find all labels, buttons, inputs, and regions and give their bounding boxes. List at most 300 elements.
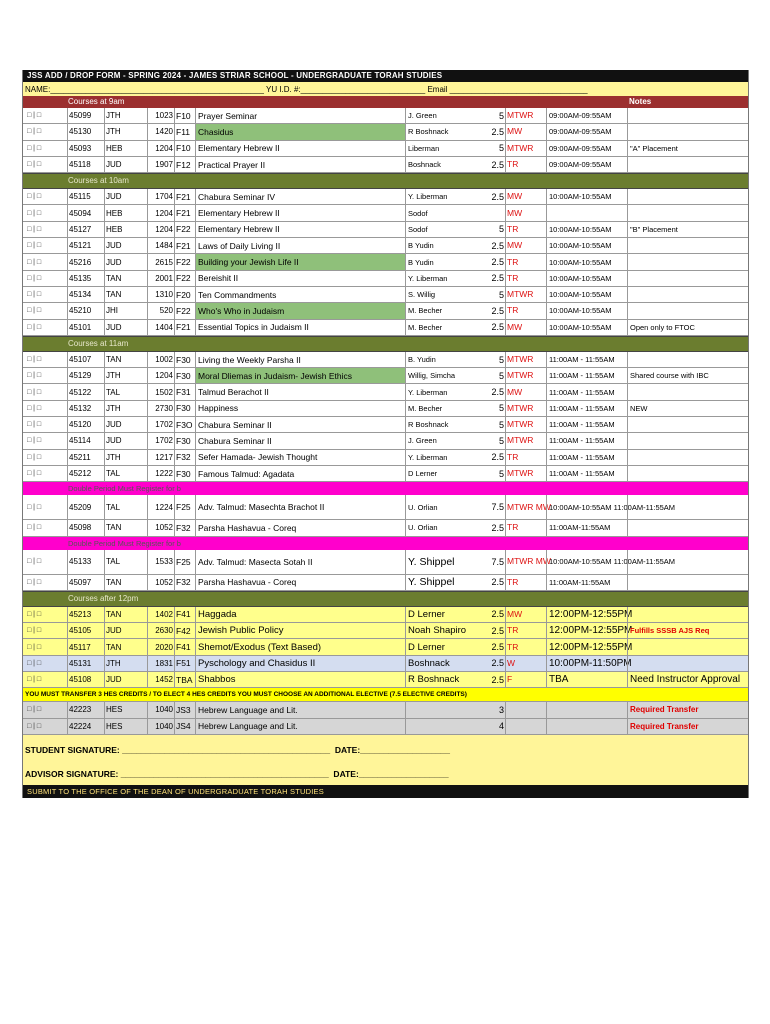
period-cell: F21 (174, 189, 196, 204)
time-cell: 10:00PM-11:50PM (546, 656, 629, 671)
instructor-cell: Y. Liberman (405, 384, 486, 399)
notes-cell: Shared course with IBC (627, 368, 750, 383)
course-title-cell: Bereishit II (195, 271, 406, 286)
instructor-cell: D Lerner (405, 607, 486, 622)
checkbox[interactable]: □ | □ (27, 209, 42, 217)
instructor-cell: Y. Shippel (405, 550, 486, 574)
credits-cell: 2.5 (491, 577, 504, 588)
course-row (23, 433, 748, 449)
credits-cell: 5 (498, 143, 504, 154)
checkbox[interactable]: □ | □ (27, 524, 42, 532)
crn-cell: 45108 (67, 672, 105, 687)
course-number-cell: 1404 (147, 320, 175, 335)
notes-cell: Open only to FTOC (627, 320, 750, 335)
credits-cell: 5 (498, 289, 504, 300)
credits-cell: 5 (498, 419, 504, 430)
course-number-cell: 1204 (147, 368, 175, 383)
period-cell: F11 (174, 124, 196, 139)
instructor-cell: D Lerner (405, 466, 486, 481)
dept-cell: HEB (104, 141, 148, 156)
crn-cell: 42223 (67, 702, 105, 717)
period-cell: F30 (174, 368, 196, 383)
crn-cell: 45121 (67, 238, 105, 253)
section-label: Courses at 11am (68, 338, 129, 348)
notes-cell (627, 352, 750, 367)
notes-cell (627, 450, 750, 465)
period-cell: F22 (174, 254, 196, 269)
course-number-cell: 1224 (147, 495, 175, 519)
notes-cell (627, 303, 750, 318)
dept-cell: JTH (104, 450, 148, 465)
double-period-group-1 (23, 495, 748, 536)
checkbox[interactable]: □ | □ (27, 225, 42, 233)
credits-cell: 5 (498, 370, 504, 381)
period-cell: F32 (174, 575, 196, 590)
instructor-cell: Sodof (405, 205, 486, 220)
course-row (23, 495, 748, 520)
time-cell: 10:00AM-10:55AM (546, 303, 629, 318)
course-number-cell: 2001 (147, 271, 175, 286)
course-number-cell: 1204 (147, 222, 175, 237)
time-cell: 11:00AM - 11:55AM (546, 466, 629, 481)
credits-cell: 2.5 (491, 305, 504, 316)
checkbox[interactable]: □ | □ (27, 643, 42, 651)
checkbox[interactable]: □ | □ (27, 258, 42, 266)
course-number-cell: 1204 (147, 205, 175, 220)
credits-cell: 2.5 (491, 240, 504, 251)
notes-cell (627, 417, 750, 432)
time-cell: 10:00AM-10:55AM 11:00AM-11:55AM (546, 495, 629, 519)
course-number-cell: 1484 (147, 238, 175, 253)
credits-cell: 2.5 (491, 387, 504, 398)
days-cell: MTWR (505, 401, 547, 416)
days-cell: MTWR (505, 108, 547, 123)
notes-cell (627, 639, 750, 654)
notes-cell: Fulfills SSSB AJS Req (627, 623, 750, 638)
days-cell (505, 702, 547, 717)
course-number-cell: 1831 (147, 656, 175, 671)
checkbox[interactable]: □ | □ (27, 421, 42, 429)
time-cell: 10:00AM-10:55AM 11:00AM-11:55AM (546, 550, 629, 574)
course-number-cell: 1204 (147, 141, 175, 156)
notes-cell (627, 189, 750, 204)
time-cell: 12:00PM-12:55PM (546, 623, 629, 638)
period-cell: F12 (174, 157, 196, 172)
time-cell: 11:00AM - 11:55AM (546, 352, 629, 367)
credits-cell: 7.5 (491, 502, 504, 513)
checkbox[interactable]: □ | □ (27, 470, 42, 478)
crn-cell: 45120 (67, 417, 105, 432)
dept-cell: HEB (104, 222, 148, 237)
instructor-cell: Y. Liberman (405, 189, 486, 204)
credits-cell: 5 (498, 468, 504, 479)
notes-cell: Required Transfer (627, 702, 750, 717)
courses-after-12pm-group (23, 607, 748, 688)
checkbox[interactable]: □ | □ (27, 578, 42, 586)
form-title: JSS ADD / DROP FORM - SPRING 2024 - JAMES STRIAR SCHOOL - UNDERGRADUATE TORAH STUDIES (23, 70, 748, 82)
signature-block (23, 735, 748, 785)
hes-courses-group (23, 702, 748, 735)
course-number-cell: 1704 (147, 189, 175, 204)
dept-cell: TAN (104, 575, 148, 590)
time-cell (546, 702, 629, 717)
checkbox[interactable]: □ | □ (27, 503, 42, 511)
course-row (23, 205, 748, 221)
checkbox[interactable]: □ | □ (27, 356, 42, 363)
crn-cell: 45210 (67, 303, 105, 318)
course-row (23, 189, 748, 205)
course-title-cell: Adv. Talmud: Masechta Brachot II (195, 495, 406, 519)
dept-cell: JHI (104, 303, 148, 318)
dept-cell: HES (104, 719, 148, 734)
time-cell: 12:00PM-12:55PM (546, 639, 629, 654)
notes-cell (627, 495, 750, 519)
time-cell: 11:00AM-11:55AM (546, 575, 629, 590)
dept-cell: JTH (104, 401, 148, 416)
checkbox[interactable]: □ | □ (27, 372, 42, 380)
credits-cell: 5 (498, 110, 504, 121)
days-cell: MW (505, 238, 547, 253)
course-number-cell: 1052 (147, 520, 175, 535)
course-title-cell: Talmud Berachot II (195, 384, 406, 399)
instructor-cell: M. Becher (405, 320, 486, 335)
credits-cell: 2.5 (491, 625, 504, 636)
time-cell: 09:00AM-09:55AM (546, 141, 629, 156)
period-cell: F10 (174, 108, 196, 123)
dept-cell: JUD (104, 320, 148, 335)
days-cell: W (505, 656, 547, 671)
course-title-cell: Jewish Public Policy (195, 623, 406, 638)
notes-header: Notes (629, 97, 652, 106)
course-number-cell: 1533 (147, 550, 175, 574)
notes-cell (627, 384, 750, 399)
time-cell: 11:00AM - 11:55AM (546, 368, 629, 383)
course-title-cell: Prayer Seminar (195, 108, 406, 123)
instructor-cell: M. Becher (405, 401, 486, 416)
course-number-cell: 520 (147, 303, 175, 318)
course-number-cell: 1052 (147, 575, 175, 590)
notes-cell (627, 607, 750, 622)
dept-cell: HES (104, 702, 148, 717)
dept-cell: HEB (104, 205, 148, 220)
double-period-note-2 (23, 537, 748, 550)
course-row (23, 320, 748, 336)
notes-cell (627, 550, 750, 574)
course-number-cell: 1402 (147, 607, 175, 622)
crn-cell: 45209 (67, 495, 105, 519)
checkbox[interactable]: □ | □ (27, 453, 42, 461)
course-title-cell: Essential Topics in Judaism II (195, 320, 406, 335)
course-row (23, 719, 748, 735)
days-cell: MW (505, 124, 547, 139)
course-title-cell: Adv. Talmud: Masecta Sotah II (195, 550, 406, 574)
period-cell: F30 (174, 433, 196, 448)
instructor-cell: B Yudin (405, 254, 486, 269)
checkbox[interactable]: □ | □ (27, 659, 42, 667)
instructor-cell: R Boshnack (405, 124, 486, 139)
course-title-cell: Pyschology and Chasidus II (195, 656, 406, 671)
instructor-cell: Sodof (405, 222, 486, 237)
instructor-cell: M. Becher (405, 303, 486, 318)
days-cell: MTWR MW (505, 550, 547, 574)
course-number-cell: 2615 (147, 254, 175, 269)
course-row (23, 623, 748, 639)
course-number-cell: 1040 (147, 702, 175, 717)
notes-cell: Need Instructor Approval (627, 672, 750, 687)
checkbox[interactable]: □ | □ (27, 722, 42, 730)
crn-cell: 45135 (67, 271, 105, 286)
time-cell: 10:00AM-10:55AM (546, 320, 629, 335)
notes-cell: NEW (627, 401, 750, 416)
dept-cell: JTH (104, 108, 148, 123)
student-signature-line[interactable]: STUDENT SIGNATURE: ____________________________________________ DATE:___________________ (25, 744, 450, 755)
course-number-cell: 1002 (147, 352, 175, 367)
days-cell: MW (505, 320, 547, 335)
dept-cell: TAL (104, 550, 148, 574)
course-number-cell: 1310 (147, 287, 175, 302)
course-row (23, 352, 748, 368)
course-row (23, 672, 748, 688)
period-cell: F22 (174, 303, 196, 318)
course-row (23, 141, 748, 157)
crn-cell: 45213 (67, 607, 105, 622)
crn-cell: 45093 (67, 141, 105, 156)
course-row (23, 702, 748, 718)
course-title-cell: Laws of Daily Living II (195, 238, 406, 253)
notes-cell (627, 254, 750, 269)
instructor-cell: J. Green (405, 433, 486, 448)
course-row (23, 656, 748, 672)
time-cell: 10:00AM-10:55AM (546, 287, 629, 302)
course-row (23, 303, 748, 319)
time-cell (546, 205, 629, 220)
period-cell: F51 (174, 656, 196, 671)
checkbox[interactable]: □ | □ (27, 193, 42, 201)
course-title-cell: Ten Commandments (195, 287, 406, 302)
credits-cell: 2.5 (491, 522, 504, 533)
course-title-cell: Moral Dliemas in Judaism- Jewish Ethics (195, 368, 406, 383)
credits-cell: 2.5 (491, 674, 504, 685)
instructor-cell: Y. Shippel (405, 575, 486, 590)
dept-cell: TAL (104, 466, 148, 481)
credits-cell: 2.5 (491, 159, 504, 170)
time-cell: 10:00AM-10:55AM (546, 189, 629, 204)
dept-cell: TAL (104, 384, 148, 399)
period-cell: F30 (174, 352, 196, 367)
checkbox[interactable]: □ | □ (27, 676, 42, 684)
crn-cell: 45130 (67, 124, 105, 139)
days-cell: MTWR (505, 466, 547, 481)
notes-cell (627, 108, 750, 123)
checkbox[interactable]: □ | □ (27, 291, 42, 299)
courses-9am-group (23, 108, 748, 173)
period-cell: F21 (174, 238, 196, 253)
period-cell: F31 (174, 384, 196, 399)
course-title-cell: Who's Who in Judaism (195, 303, 406, 318)
period-cell: F32 (174, 520, 196, 535)
advisor-signature-line[interactable]: ADVISOR SIGNATURE: ____________________________________________ DATE:___________________ (25, 768, 449, 779)
crn-cell: 45101 (67, 320, 105, 335)
course-title-cell: Living the Weekly Parsha II (195, 352, 406, 367)
course-row (23, 384, 748, 400)
days-cell: MTWR MW (505, 495, 547, 519)
credits-cell: 2.5 (491, 126, 504, 137)
course-title-cell: Sefer Hamada- Jewish Thought (195, 450, 406, 465)
checkbox[interactable]: □ | □ (27, 242, 42, 250)
credits-cell: 5 (498, 354, 504, 365)
section-10am (23, 173, 748, 189)
days-cell: TR (505, 575, 547, 590)
days-cell: TR (505, 639, 547, 654)
instructor-cell: Liberman (405, 141, 486, 156)
dept-cell: JUD (104, 623, 148, 638)
time-cell: 11:00AM - 11:55AM (546, 401, 629, 416)
notes-cell (627, 124, 750, 139)
days-cell (505, 719, 547, 734)
checkbox[interactable]: □ | □ (27, 307, 42, 315)
dept-cell: JTH (104, 656, 148, 671)
course-title-cell: Haggada (195, 607, 406, 622)
period-cell: F25 (174, 495, 196, 519)
instructor-cell: J. Green (405, 108, 486, 123)
checkbox[interactable]: □ | □ (27, 323, 42, 331)
notes-cell (627, 157, 750, 172)
instructor-cell: U. Orlian (405, 495, 486, 519)
notes-cell (627, 520, 750, 535)
checkbox[interactable]: □ | □ (27, 610, 42, 618)
period-cell: F10 (174, 141, 196, 156)
checkbox[interactable]: □ | □ (27, 112, 42, 120)
section-label: Courses at 10am (68, 176, 129, 186)
course-number-cell: 1452 (147, 672, 175, 687)
notes-cell (627, 466, 750, 481)
checkbox[interactable]: □ | □ (27, 404, 42, 412)
checkbox[interactable]: □ | □ (27, 558, 42, 566)
checkbox[interactable]: □ | □ (27, 274, 42, 282)
name-id-email-line[interactable]: NAME:________________________________________________ YU I.D. #:____________________________ Email _______________________________ (23, 82, 748, 96)
course-title-cell: Happiness (195, 401, 406, 416)
credits-cell: 2.5 (491, 658, 504, 669)
crn-cell: 45127 (67, 222, 105, 237)
notes-cell (627, 656, 750, 671)
notes-cell: "B" Placement (627, 222, 750, 237)
instructor-cell: Y. Liberman (405, 271, 486, 286)
crn-cell: 45098 (67, 520, 105, 535)
period-cell: F41 (174, 607, 196, 622)
credits-cell: 5 (498, 435, 504, 446)
time-cell: 11:00AM - 11:55AM (546, 417, 629, 432)
days-cell: MW (505, 607, 547, 622)
course-row (23, 254, 748, 270)
crn-cell: 45107 (67, 352, 105, 367)
checkbox[interactable]: □ | □ (27, 161, 42, 169)
dept-cell: TAN (104, 607, 148, 622)
time-cell: 11:00AM-11:55AM (546, 520, 629, 535)
checkbox[interactable]: □ | □ (27, 128, 42, 136)
days-cell: MTWR (505, 417, 547, 432)
course-row (23, 368, 748, 384)
course-title-cell: Chabura Seminar II (195, 433, 406, 448)
dept-cell: JUD (104, 417, 148, 432)
course-row (23, 124, 748, 140)
dept-cell: JTH (104, 368, 148, 383)
instructor-cell: Noah Shapiro (405, 623, 486, 638)
time-cell: 09:00AM-09:55AM (546, 108, 629, 123)
double-period-note-1 (23, 482, 748, 495)
period-cell: F30 (174, 466, 196, 481)
checkbox[interactable]: □ | □ (27, 144, 42, 152)
hes-transfer-banner: YOU MUST TRANSFER 3 HES CREDITS / TO ELECT 4 HES CREDITS YOU MUST CHOOSE AN ADDITIONAL ELECTIVE (7.5 ELECTIVE CREDITS) (23, 688, 748, 702)
course-number-cell: 1217 (147, 450, 175, 465)
instructor-cell: B. Yudin (405, 352, 486, 367)
days-cell: F (505, 672, 547, 687)
course-number-cell: 1023 (147, 108, 175, 123)
credits-cell: 2.5 (491, 273, 504, 284)
period-cell: JS3 (174, 702, 196, 717)
course-row (23, 401, 748, 417)
notes-cell: "A" Placement (627, 141, 750, 156)
course-row (23, 450, 748, 466)
credits-cell: 2.5 (491, 191, 504, 202)
crn-cell: 45212 (67, 466, 105, 481)
course-row (23, 271, 748, 287)
crn-cell: 45105 (67, 623, 105, 638)
credits-cell: 2.5 (491, 452, 504, 463)
dept-cell: TAN (104, 520, 148, 535)
crn-cell: 45094 (67, 205, 105, 220)
days-cell: MTWR (505, 287, 547, 302)
crn-cell: 45216 (67, 254, 105, 269)
checkbox[interactable]: □ | □ (27, 437, 42, 445)
add-drop-form (22, 70, 749, 798)
time-cell: 12:00PM-12:55PM (546, 607, 629, 622)
course-number-cell: 1222 (147, 466, 175, 481)
instructor-cell (405, 702, 486, 717)
course-number-cell: 1502 (147, 384, 175, 399)
course-row (23, 287, 748, 303)
credits-cell: 5 (498, 403, 504, 414)
course-row (23, 520, 748, 536)
notes-cell (627, 433, 750, 448)
courses-11am-group (23, 352, 748, 482)
crn-cell: 45099 (67, 108, 105, 123)
course-title-cell: Chabura Seminar IV (195, 189, 406, 204)
course-number-cell: 2730 (147, 401, 175, 416)
crn-cell: 45133 (67, 550, 105, 574)
crn-cell: 45129 (67, 368, 105, 383)
crn-cell: 45117 (67, 639, 105, 654)
period-cell: F21 (174, 320, 196, 335)
course-row (23, 639, 748, 655)
crn-cell: 45131 (67, 656, 105, 671)
course-title-cell: Shemot/Exodus (Text Based) (195, 639, 406, 654)
course-row (23, 157, 748, 173)
checkbox[interactable]: □ | □ (27, 388, 42, 396)
section-label: Double Period Must Register for b (68, 484, 181, 494)
course-title-cell: Hebrew Language and Lit. (195, 719, 406, 734)
days-cell: TR (505, 254, 547, 269)
notes-cell (627, 271, 750, 286)
course-number-cell: 1702 (147, 417, 175, 432)
section-11am (23, 336, 748, 352)
course-number-cell: 1420 (147, 124, 175, 139)
period-cell: JS4 (174, 719, 196, 734)
checkbox[interactable]: □ | □ (27, 627, 42, 635)
checkbox[interactable]: □ | □ (27, 706, 42, 714)
instructor-cell: R Boshnack (405, 672, 486, 687)
notes-cell (627, 575, 750, 590)
time-cell: 11:00AM - 11:55AM (546, 433, 629, 448)
